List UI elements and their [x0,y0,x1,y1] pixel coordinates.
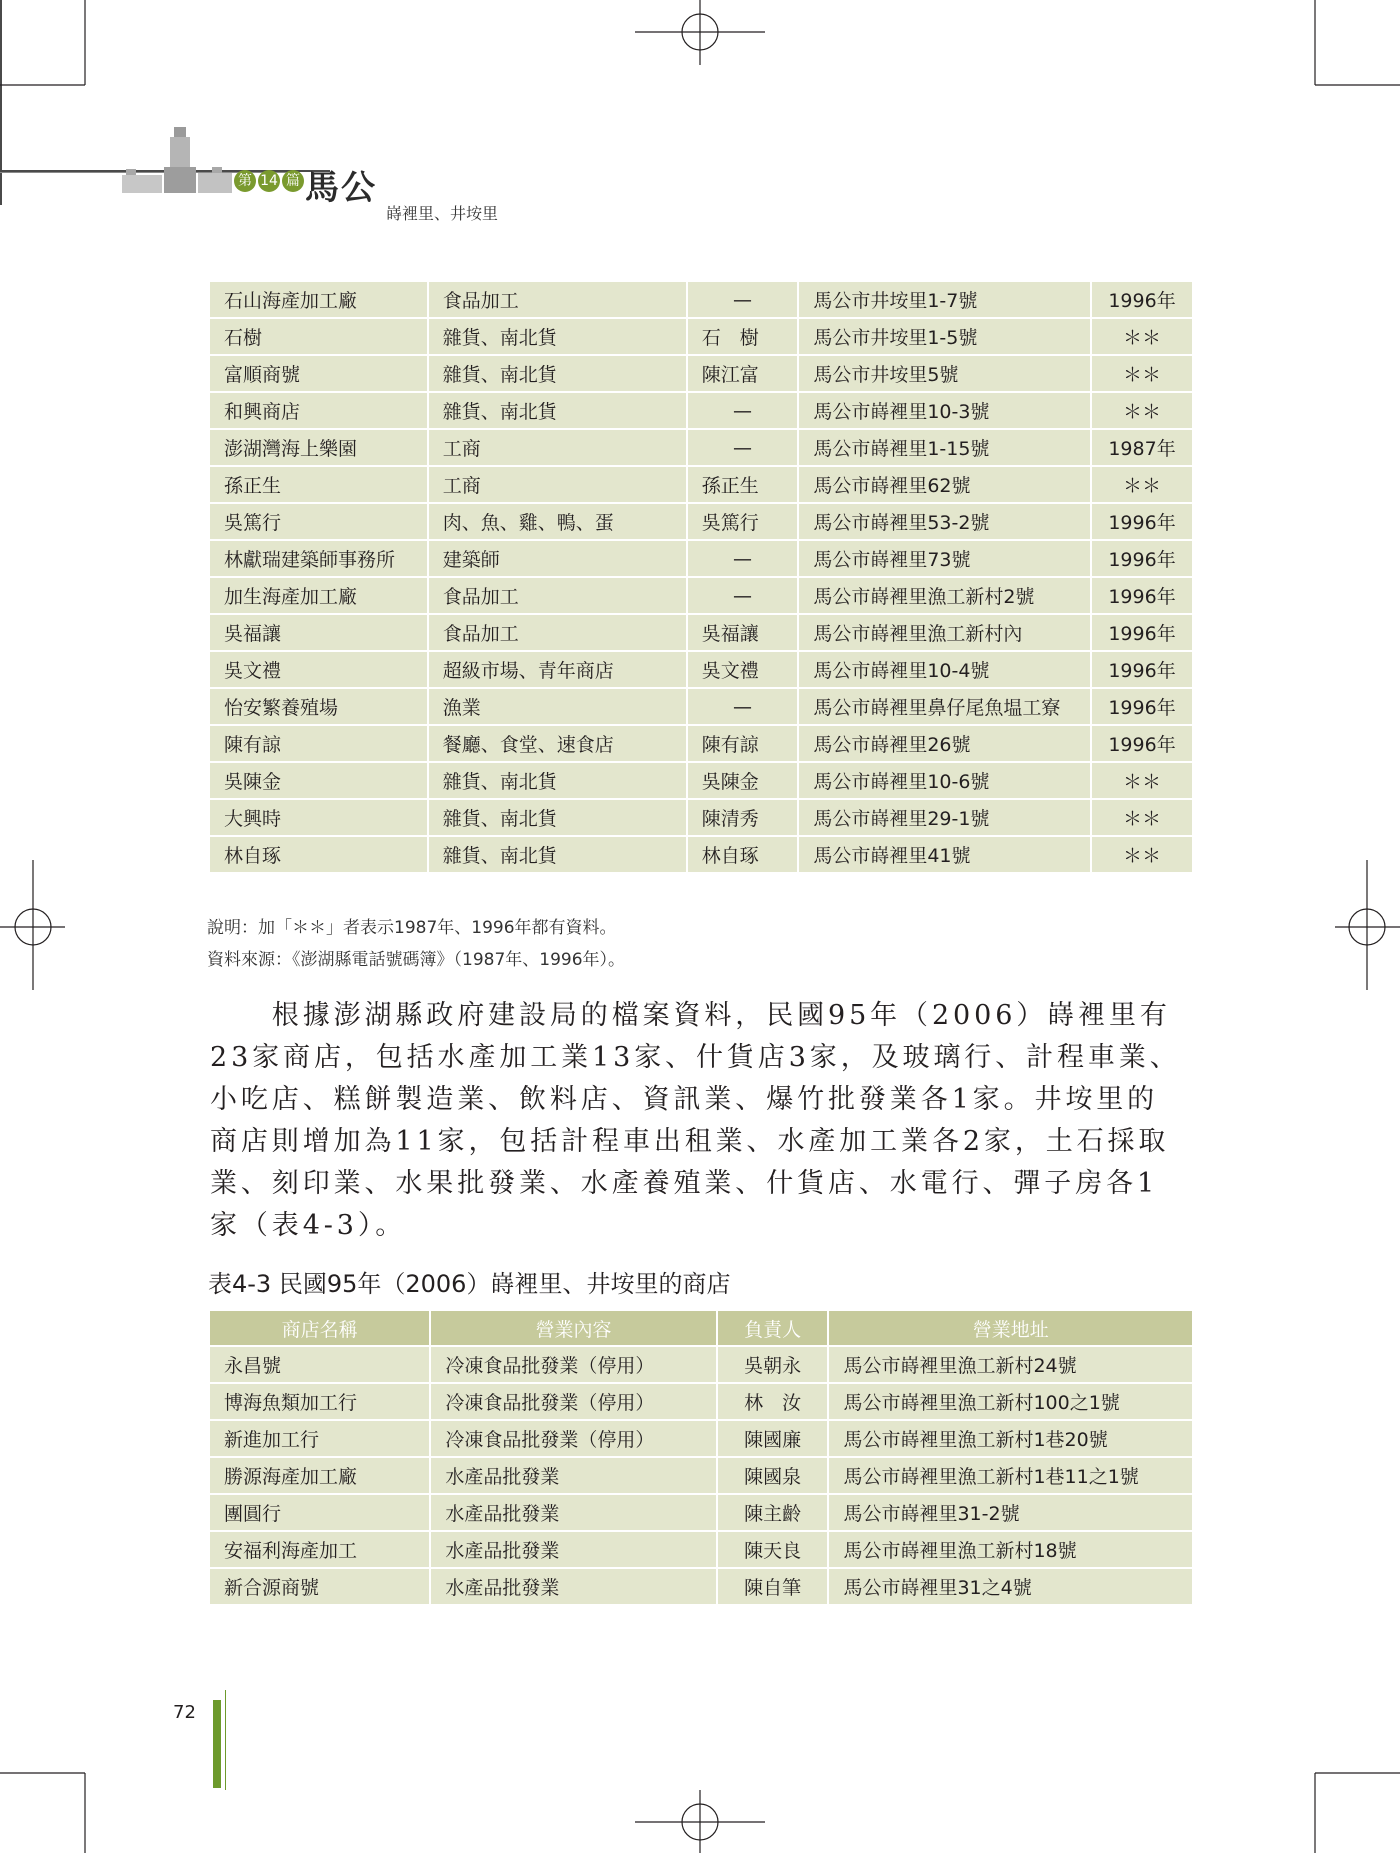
cell-address: 馬公市嵵裡里漁工新村24號 [828,1346,1193,1383]
cell-owner: 陳國泉 [717,1457,829,1494]
table-note: 說明：加「＊＊」者表示1987年、1996年都有資料。 [207,918,617,938]
cell-owner: 陳國廉 [717,1420,829,1457]
table-caption: 表4-3 民國95年（2006）嵵裡里、井垵里的商店 [208,1270,731,1298]
cell-owner: 陳江富 [687,355,799,392]
paragraph-line: 23家商店，包括水產加工業13家、什貨店3家，及玻璃行、計程車業、 [210,1042,1181,1073]
cell-business: 雜貨、南北貨 [428,355,687,392]
cell-owner: 陳清秀 [687,799,799,836]
cell-owner: — [687,688,799,725]
table-row [209,1346,1193,1383]
table-header-row [209,1310,1193,1346]
chapter-suffix-badge: 篇 [282,170,304,192]
cell-business: 超級市場、青年商店 [428,651,687,688]
cell-address: 馬公市井垵里1-5號 [798,318,1091,355]
cell-address: 馬公市嵵裡里漁工新村18號 [828,1531,1193,1568]
cell-year: 1996年 [1091,725,1193,762]
paragraph-line: 家（表4-3）。 [210,1210,407,1241]
table-row [209,577,1193,614]
cell-store-name: 和興商店 [209,392,428,429]
cell-store-name: 永昌號 [209,1346,430,1383]
body-paragraph [210,995,1195,1247]
chapter-subtitle: 嵵裡里、井垵里 [386,204,499,223]
cell-store-name: 團圓行 [209,1494,430,1531]
cell-business: 冷凍食品批發業（停用） [430,1383,716,1420]
cell-owner: 陳有諒 [687,725,799,762]
cell-owner: 陳主齡 [717,1494,829,1531]
cell-owner: — [687,392,799,429]
table-row [209,836,1193,873]
cell-business: 食品加工 [428,281,687,318]
table-row [209,688,1193,725]
cell-year: 1996年 [1091,614,1193,651]
page-accent-bar [213,1700,221,1788]
cell-store-name: 林自琢 [209,836,428,873]
cell-business: 冷凍食品批發業（停用） [430,1420,716,1457]
cell-year: ＊＊ [1091,799,1193,836]
cell-year: 1996年 [1091,503,1193,540]
cell-store-name: 加生海產加工廠 [209,577,428,614]
cell-store-name: 吳篤行 [209,503,428,540]
cell-address: 馬公市嵵裡里41號 [798,836,1091,873]
cell-store-name: 博海魚類加工行 [209,1383,430,1420]
chapter-prefix-badge: 第 [234,170,256,192]
cell-store-name: 吳陳金 [209,762,428,799]
cell-store-name: 吳文禮 [209,651,428,688]
cell-year: ＊＊ [1091,392,1193,429]
cell-owner: 林 汝 [717,1383,829,1420]
table-row [209,503,1193,540]
page-number: 72 [173,1702,196,1723]
header-address: 營業地址 [828,1310,1193,1346]
store-table-2006 [208,1309,1194,1606]
cell-owner: 林自琢 [687,836,799,873]
table-row [209,614,1193,651]
cell-owner: 石 樹 [687,318,799,355]
cell-year: ＊＊ [1091,318,1193,355]
cell-store-name: 林獻瑞建築師事務所 [209,540,428,577]
table-row [209,318,1193,355]
cell-owner: 陳天良 [717,1531,829,1568]
cell-store-name: 勝源海產加工廠 [209,1457,430,1494]
cell-store-name: 石樹 [209,318,428,355]
cell-year: ＊＊ [1091,466,1193,503]
cell-address: 馬公市嵵裡里1-15號 [798,429,1091,466]
table-row [209,1494,1193,1531]
cell-address: 馬公市嵵裡里31-2號 [828,1494,1193,1531]
cell-business: 雜貨、南北貨 [428,392,687,429]
table-row [209,1383,1193,1420]
cell-owner: 吳篤行 [687,503,799,540]
cell-business: 冷凍食品批發業（停用） [430,1346,716,1383]
header-business: 營業內容 [430,1310,716,1346]
table-row [209,799,1193,836]
cell-business: 水產品批發業 [430,1568,716,1605]
cell-store-name: 澎湖灣海上樂園 [209,429,428,466]
paragraph-line: 商店則增加為11家，包括計程車出租業、水產加工業各2家，土石採取 [210,1126,1170,1157]
cell-address: 馬公市嵵裡里漁工新村2號 [798,577,1091,614]
table-row [209,762,1193,799]
table-row [209,1568,1193,1605]
cell-business: 雜貨、南北貨 [428,836,687,873]
cell-address: 馬公市嵵裡里漁工新村1巷11之1號 [828,1457,1193,1494]
cell-store-name: 孫正生 [209,466,428,503]
cell-year: 1996年 [1091,281,1193,318]
cell-address: 馬公市井垵里1-7號 [798,281,1091,318]
cell-owner: 吳文禮 [687,651,799,688]
cell-business: 水產品批發業 [430,1531,716,1568]
cell-address: 馬公市嵵裡里26號 [798,725,1091,762]
table-row [209,392,1193,429]
cell-owner: 吳福讓 [687,614,799,651]
cell-year: ＊＊ [1091,355,1193,392]
cell-year: 1996年 [1091,651,1193,688]
table-row [209,281,1193,318]
table-row [209,355,1193,392]
cell-business: 建築師 [428,540,687,577]
cell-owner: — [687,281,799,318]
cell-address: 馬公市嵵裡里鼻仔尾魚塭工寮 [798,688,1091,725]
cell-owner: — [687,577,799,614]
cell-owner: 吳陳金 [687,762,799,799]
cell-year: 1996年 [1091,577,1193,614]
cell-business: 食品加工 [428,577,687,614]
cell-store-name: 安福利海產加工 [209,1531,430,1568]
cell-address: 馬公市嵵裡里10-6號 [798,762,1091,799]
table-source: 資料來源：《澎湖縣電話號碼簿》（1987年、1996年）。 [207,950,626,970]
chapter-title: 馬公 [305,168,377,208]
cell-store-name: 大興時 [209,799,428,836]
chapter-number-badge: 14 [258,170,280,192]
cell-owner: 陳自筆 [717,1568,829,1605]
cell-owner: — [687,540,799,577]
cell-store-name: 吳福讓 [209,614,428,651]
cell-business: 水產品批發業 [430,1457,716,1494]
cell-business: 肉、魚、雞、鴨、蛋 [428,503,687,540]
cell-business: 雜貨、南北貨 [428,762,687,799]
page-accent-line [225,1690,226,1790]
cell-owner: 吳朝永 [717,1346,829,1383]
cell-year: 1987年 [1091,429,1193,466]
cell-business: 食品加工 [428,614,687,651]
paragraph-line: 小吃店、糕餅製造業、飲料店、資訊業、爆竹批發業各1家。井垵里的 [210,1084,1159,1115]
table-row [209,651,1193,688]
cell-address: 馬公市嵵裡里10-3號 [798,392,1091,429]
cell-store-name: 石山海產加工廠 [209,281,428,318]
cell-store-name: 新合源商號 [209,1568,430,1605]
cell-business: 水產品批發業 [430,1494,716,1531]
cell-year: 1996年 [1091,540,1193,577]
paragraph-line: 根據澎湖縣政府建設局的檔案資料，民國95年（2006）嵵裡里有 [210,1000,1171,1031]
table-row [209,725,1193,762]
cell-store-name: 陳有諒 [209,725,428,762]
cell-address: 馬公市嵵裡里62號 [798,466,1091,503]
cell-year: ＊＊ [1091,836,1193,873]
paragraph-line: 業、刻印業、水果批發業、水產養殖業、什貨店、水電行、彈子房各1 [210,1168,1159,1199]
header-owner: 負責人 [717,1310,829,1346]
cell-store-name: 富順商號 [209,355,428,392]
cell-address: 馬公市嵵裡里漁工新村內 [798,614,1091,651]
table-row [209,540,1193,577]
cell-year: 1996年 [1091,688,1193,725]
table-row [209,1457,1193,1494]
cell-business: 工商 [428,429,687,466]
table-row [209,429,1193,466]
cell-address: 馬公市嵵裡里漁工新村1巷20號 [828,1420,1193,1457]
cell-business: 雜貨、南北貨 [428,799,687,836]
header-store-name: 商店名稱 [209,1310,430,1346]
cell-address: 馬公市嵵裡里73號 [798,540,1091,577]
cell-address: 馬公市嵵裡里31之4號 [828,1568,1193,1605]
store-table-1987-1996 [208,280,1194,874]
table-row [209,1420,1193,1457]
cell-owner: — [687,429,799,466]
cell-owner: 孫正生 [687,466,799,503]
cell-business: 餐廳、食堂、速食店 [428,725,687,762]
cell-address: 馬公市嵵裡里53-2號 [798,503,1091,540]
table-row [209,1531,1193,1568]
cell-year: ＊＊ [1091,762,1193,799]
cell-address: 馬公市嵵裡里29-1號 [798,799,1091,836]
cell-store-name: 怡安繁養殖場 [209,688,428,725]
table-row [209,466,1193,503]
cell-business: 雜貨、南北貨 [428,318,687,355]
header-landmark-icon [122,125,232,195]
cell-address: 馬公市井垵里5號 [798,355,1091,392]
cell-store-name: 新進加工行 [209,1420,430,1457]
cell-address: 馬公市嵵裡里10-4號 [798,651,1091,688]
cell-business: 漁業 [428,688,687,725]
cell-business: 工商 [428,466,687,503]
cell-address: 馬公市嵵裡里漁工新村100之1號 [828,1383,1193,1420]
